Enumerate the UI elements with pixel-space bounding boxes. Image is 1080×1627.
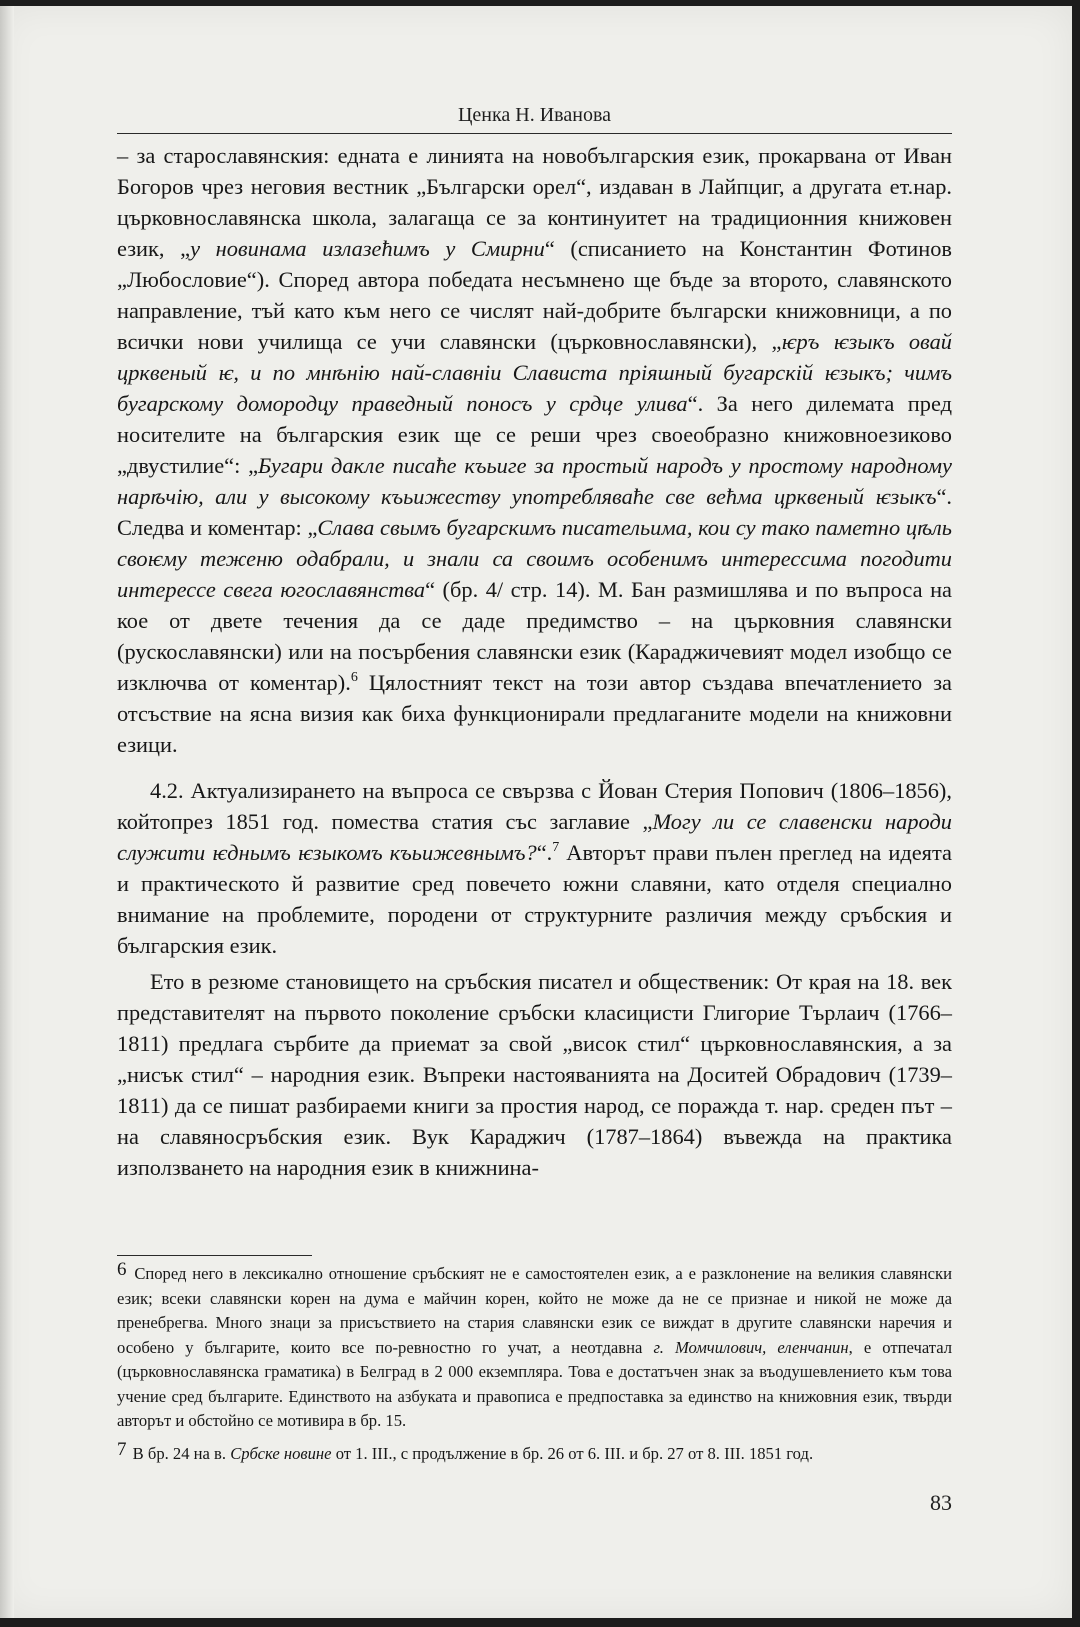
header-rule: [117, 133, 952, 134]
text-run: “.: [536, 840, 553, 865]
text-run: В бр. 24 на в.: [132, 1443, 231, 1463]
footnote-number: 7: [117, 1438, 127, 1460]
text-run: Ето в резюме становището на сръбския писател и общественик: От края на 18. век представителят на първото поколение сръбски класицисти Глигорие Търлаич (1766–1811) предлага сърбите да приемат за свой „висок стил“ църковнославянския, а за „нисък стил“ – народния език. Въпреки настояванията на Доситей Обрадович (1739–1811) да се пишат разбираеми книги за простия народ, се поражда т. нар. среден път – на славяносръбския език. Вук Караджич (1787–1864) въвежда на практика използването на народния език в книжнина-: [117, 969, 952, 1180]
footnote-rule: [117, 1255, 312, 1256]
italic-quote: Србске новине: [230, 1443, 332, 1463]
text-run: Авторът прави пълен преглед на идеята и практическото й развитие сред повечето южни славяни, като отделя специално внимание на проблемите, породени от структурните различия между сръбския и българския език.: [117, 840, 952, 958]
page-number: 83: [930, 1490, 952, 1515]
footnote-7: [117, 1438, 952, 1467]
main-text: [117, 140, 952, 1183]
paragraph-3: [117, 966, 952, 1183]
italic-quote: Бугари дакле писаће къьиге за простый народъ у простому народному нарѣчію, али у высокому къьижеству употребляваће све већма црквеный ѥзыкъ: [117, 453, 952, 509]
text-run: Според него в лексикално отношение сръбският не е самостоятелен език, а е разклонение на великия славянски език; всеки славянски корен на дума е майчин корен, който не може да не се признае и никой не може да пренебрегва. Много знаци за присъствието на стария славянски език се виждат в другите славянски наречия и особено у българите, които все по-ревностно го учат, а неотдавна: [117, 1264, 952, 1357]
text-run: Цялостният текст на този автор създава впечатлението за отсъствие на ясна визия как биха функционирали предлаганите модели на книжовни езици.: [117, 670, 952, 757]
italic-quote: ѥръ ѥзыкъ овай црквеный ѥ, и по мнѣнію най-славніи Слависта пріяшный бугарскій ѥзыкъ; чимъ бугарскому домородцу праведный поносъ у срдце улива: [117, 329, 952, 416]
footnotes: [117, 1258, 952, 1466]
book-page: [0, 6, 1072, 1618]
italic-quote: Слава свымъ бугарскимъ писательима, кои су тако паметно цѣль своѥму теженю одабрали, и знали са своимъ особенимъ интерессима погодити интерессе свега югославянства: [117, 515, 952, 602]
text-run: “. За него дилемата пред носителите на българския език ще се реши чрез своеобразно книжовноезиково „двустилие“: „: [117, 391, 952, 478]
text-run: от 1. III., с продължение в бр. 26 от 6. III. и бр. 27 от 8. III. 1851 год.: [331, 1443, 814, 1463]
footnote-ref: 6: [350, 670, 358, 685]
text-run: “ (списанието на Константин Фотинов „Любословие“). Според автора победата несъмнено ще бъде за второто, славянското направление, тъй като към него се числят най-добрите български книжовници, а по всички нови училища се учи славянски (църковнославянски), „: [117, 236, 952, 354]
italic-quote: г. Момчилович, еленчанин: [653, 1337, 849, 1357]
italic-quote: Могу ли се славенски народи служити ѥднымъ ѥзыкомъ къьижевнымъ?: [117, 809, 952, 865]
text-run: – за старославянския: едната е линията на новобългарския език, прокарвана от Иван Богоров чрез неговия вестник „Български орел“, издаван в Лайпциг, а другата ет.нар. църковнославянска школа, залагаща се за континуитет на традиционния книжовен език, „: [117, 143, 952, 261]
page-spine-shadow: [0, 6, 14, 1618]
italic-quote: у новинама излазећимъ у Смирни: [190, 236, 545, 261]
paragraph-2: [117, 775, 952, 961]
footnote-ref: 7: [552, 840, 560, 855]
paragraph-1: [117, 140, 952, 760]
text-run: “. Следва и коментар: „: [117, 484, 952, 540]
scan-edge: [0, 1618, 1080, 1627]
text-run: , е отпечатал (църковнославянска граматика) в Белград в 2 000 екземпляра. Това е достатъчен знак за въодушевлението към това учение сред българите. Единството на азбуката и правописа е предпоставка за единство на книжовния език, твърди авторът и обстойно се мотивира в бр. 15.: [117, 1337, 952, 1430]
text-run: 4.2. Актуализирането на въпроса се свързва с Йован Стерия Попович (1806–1856), койтопрез 1851 год. помества статия със заглавие „: [117, 778, 952, 834]
running-header: Ценка Н. Иванова: [457, 104, 612, 126]
text-run: “ (бр. 4/ стр. 14). М. Бан размишлява и по въпроса на кое от двете течения да се даде предимство – на църковния славянски (рускославянски) или на посърбения славянски език (Караджичевият модел изобщо се изключва от коментар).: [117, 577, 952, 695]
footnote-6: [117, 1258, 952, 1434]
footnote-number: 6: [117, 1259, 127, 1280]
